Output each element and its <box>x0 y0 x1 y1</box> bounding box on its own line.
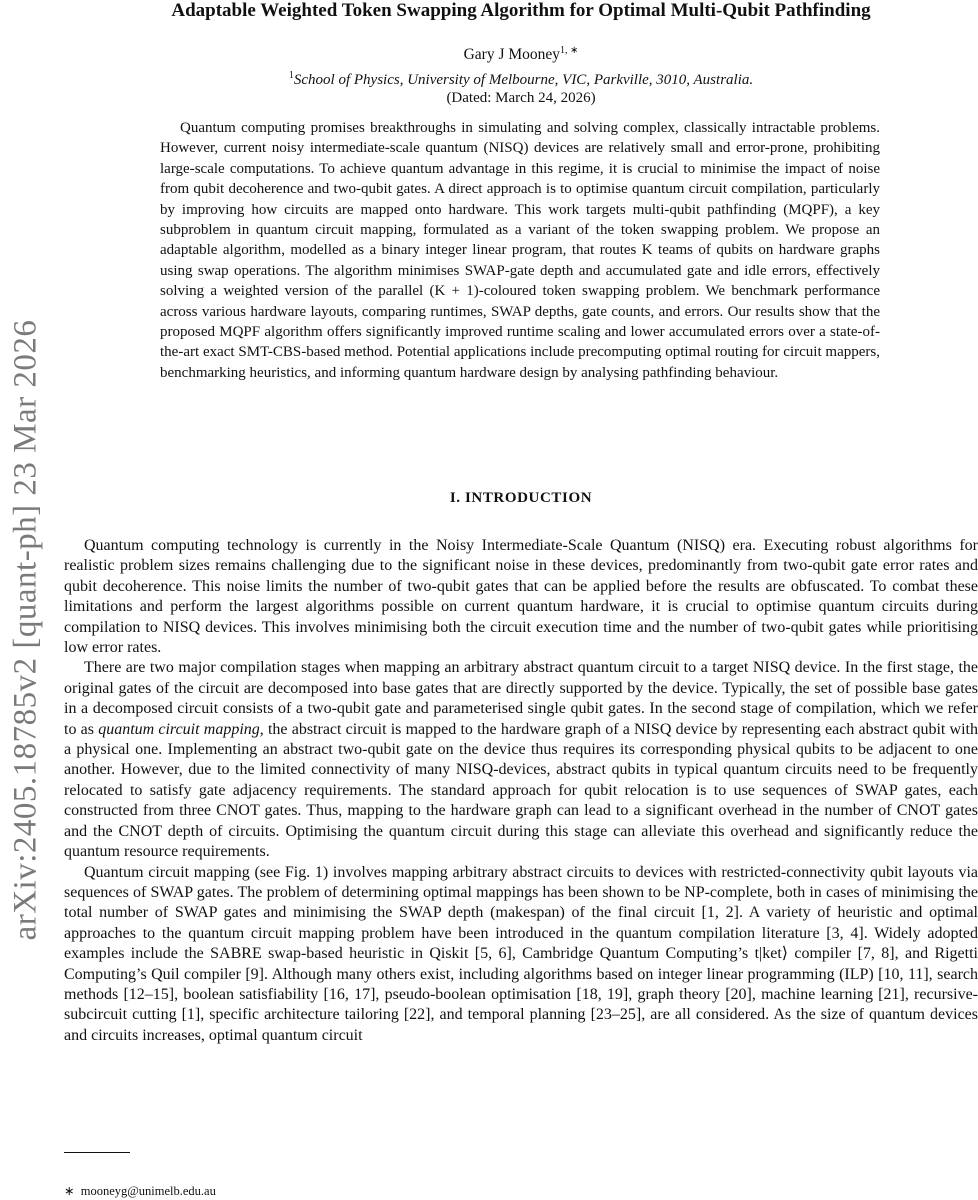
affiliation-text: School of Physics, University of Melbourne, VIC, Parkville, 3010, Australia. <box>293 72 754 88</box>
affiliation-mark: 1 <box>288 70 294 81</box>
arxiv-sidebar <box>0 0 58 1200</box>
paper-title: Adaptable Weighted Token Swapping Algorithm for Optimal Multi-Qubit Pathfinding <box>171 0 871 21</box>
author-line <box>64 45 978 64</box>
author-name: Gary J Mooney <box>463 46 561 63</box>
footnote <box>64 1183 216 1199</box>
intro-paragraph-3: Quantum circuit mapping (see Fig. 1) involves mapping arbitrary abstract circuits to devices with restricted-connectivity qubit layouts via sequences of SWAP gates. The problem of determining optimal mappings has been shown to be NP-complete, both in cases of minimising the total number of SWAP gates and minimising the SWAP depth (makespan) of the final circuit [1, 2]. A variety of heuristic and optimal approaches to the quantum circuit mapping problem have been introduced in the quantum compilation literature [3, 4]. Widely adopted examples include the SABRE swap-based heuristic in Qiskit [5, 6], Cambridge Quantum Computing’s t|ket⟩ compiler [7, 8], and Rigetti Computing’s Quil compiler [9]. Although many others exist, including algorithms based on integer linear programming (ILP) [10, 11], search methods [12–15], boolean satisfiability [16, 17], pseudo-boolean optimisation [18, 19], graph theory [20], machine learning [21], recursive-subcircuit cutting [1], specific architecture tailoring [22], and temporal planning [23–25], are all considered. As the size of quantum devices and circuits increases, optimal quantum circuit <box>64 863 978 1044</box>
section-heading-introduction: I. INTRODUCTION <box>449 490 593 506</box>
affiliation <box>64 70 978 89</box>
date-line: (Dated: March 24, 2026) <box>446 90 596 106</box>
footnote-email: mooneyg@unimelb.edu.au <box>80 1184 216 1198</box>
introduction-body <box>64 536 978 1046</box>
intro-paragraph-2-end: , the abstract circuit is mapped to the hardware graph of a NISQ device by representing each abstract qubit with a physical one. Implementing an abstract two-qubit gate on the device thus requires its corresponding physical qubits to be adjacent to one another. However, due to the limited connectivity of many NISQ-devices, abstract qubits in typical quantum circuits need to be frequently relocated to satisfy gate adjacency requirements. The standard approach for qubit relocation is to use sequences of SWAP gates, each constructed from three CNOT gates. Thus, mapping to the hardware graph can lead to a significant overhead in the number of CNOT gates and the CNOT depth of circuits. Optimising the quantum circuit during this stage can alleviate this overhead and significantly reduce the quantum resource requirements. <box>64 720 978 861</box>
footnote-mark: ∗ <box>64 1184 75 1198</box>
abstract: Quantum computing promises breakthroughs in simulating and solving complex, classically intractable problems. However, current noisy intermediate-scale quantum (NISQ) devices are relatively small and error-prone, prohibiting large-scale computations. To achieve quantum advantage in this regime, it is crucial to minimise the impact of noise from qubit decoherence and two-qubit gates. A direct approach is to optimise quantum circuit compilation, particularly by improving how circuits are mapped onto hardware. This work targets multi-qubit pathfinding (MQPF), a key subproblem in quantum circuit mapping, formulated as a variant of the token swapping problem. We propose an adaptable algorithm, modelled as a binary integer linear program, that routes K teams of qubits on hardware graphs using swap operations. The algorithm minimises SWAP-gate depth and accumulated gate and idle errors, effectively solving a weighted version of the parallel (K + 1)-coloured token swapping problem. We benchmark performance across various hardware layouts, comparing runtimes, SWAP depths, gate counts, and errors. Our results show that the proposed MQPF algorithm offers significantly improved runtime scaling and lower accumulated errors over a state-of-the-art exact SMT-CBS-based method. Potential applications include precomputing optimal routing for circuit mappers, benchmarking heuristics, and informing quantum hardware design by analysing pathfinding behaviour. <box>160 120 880 381</box>
author-marks: 1, ∗ <box>560 45 579 56</box>
emphasis-quantum-circuit-mapping: quantum circuit mapping <box>98 720 260 738</box>
intro-paragraph-1: Quantum computing technology is currently in the Noisy Intermediate-Scale Quantum (NISQ) era. Executing robust algorithms for realistic problem sizes remains challenging due to the significant noise in these devices, predominantly from two-qubit gate error rates and qubit decoherence. This noise limits the number of two-qubit gates that can be applied before the results are obfuscated. To combat these limitations and perform the largest algorithms possible on current quantum hardware, it is crucial to optimise quantum circuits during compilation to NISQ devices. This involves minimising both the circuit execution time and the number of two-qubit gates while prioritising low error rates. <box>64 537 978 657</box>
footnote-rule <box>64 1152 130 1153</box>
intro-paragraph-2 <box>64 658 978 862</box>
arxiv-identifier: arXiv:2405.18785v2 [quant-ph] 23 Mar 2026 <box>7 319 44 941</box>
intro-paragraph-2-start: There are two major compilation stages when mapping an arbitrary abstract quantum circuit to a target NISQ device. In the first stage, the original gates of the circuit are decomposed into base gates that are directly supported by the device. Typically, the set of possible base gates in a decomposed circuit consists of a two-qubit gate and parameterised single qubit gates. In the second stage of compilation, which we refer to as <box>64 659 978 738</box>
